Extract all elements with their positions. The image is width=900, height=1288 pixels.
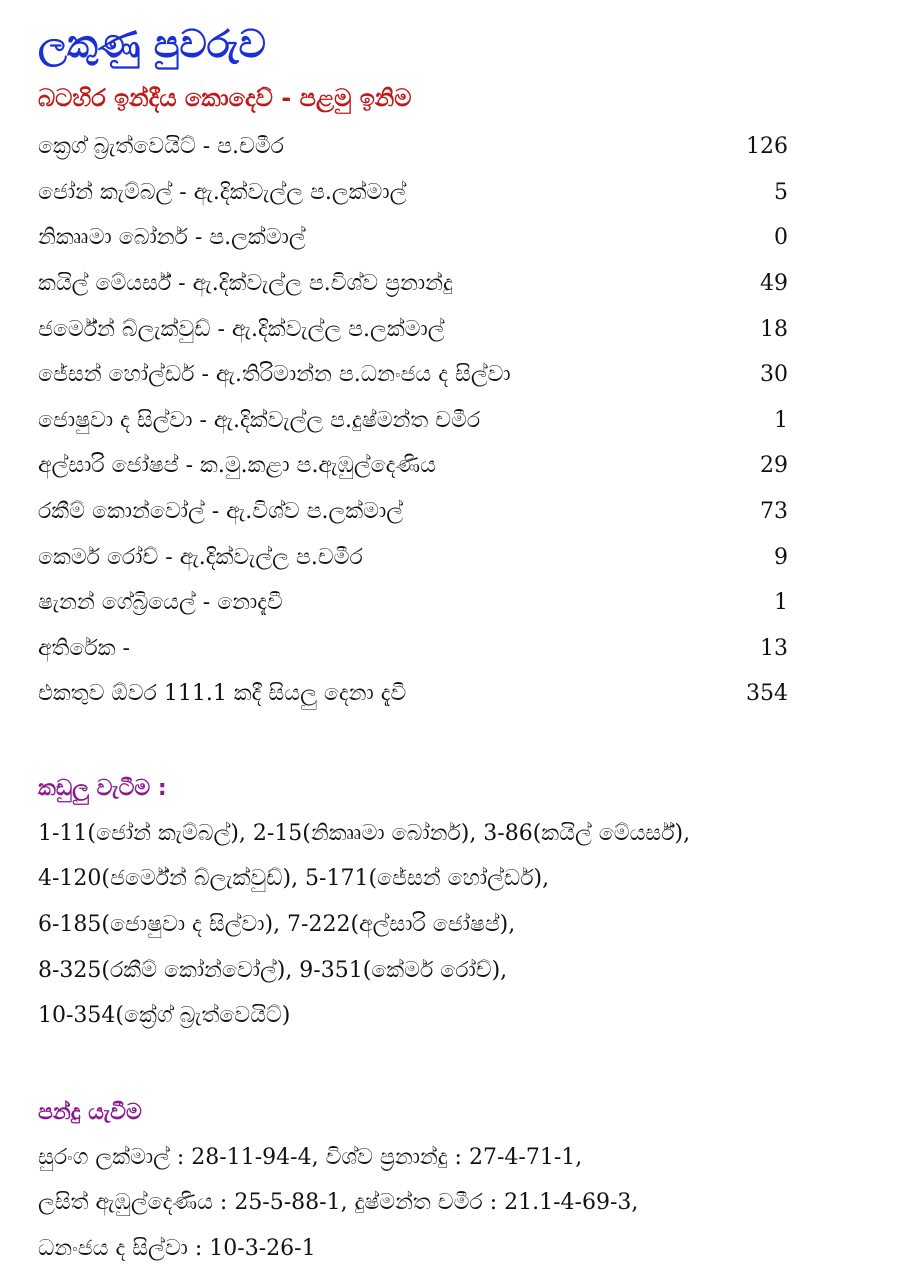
fall-of-wickets-heading: කඩුලු වැටීම : [38, 775, 167, 801]
batsman-dismissal: අල්සාරි ජෝෂප් - ක.මු.කළා ප.ඇඹුල්දෙණිය [38, 453, 436, 479]
fall-of-wickets-line: 1-11(ජෝන් කැම්බල්), 2-15(නිකෲමා බෝනර්), 3-86(කයිල් මේයර්ස්), [38, 820, 691, 846]
batsman-dismissal: ජෝන් කැම්බල් - ඇ.දික්වැල්ල ප.ලක්මාල් [38, 179, 407, 205]
batsman-dismissal: කෙමර් රෝච් - ඇ.දික්වැල්ල ප.චමීර [38, 544, 363, 570]
batsman-runs: 9 [774, 544, 788, 570]
batting-row [38, 170, 788, 216]
innings-title: බටහිර ඉන්දීය කොදෙව් - පළමු ඉනිම [38, 84, 412, 112]
batsman-dismissal: නිකෲමා බෝනර් - ප.ලක්මාල් [38, 225, 306, 251]
page-title: ලකුණු පුවරුව [38, 22, 266, 66]
batting-row [38, 352, 788, 398]
bowling-line: ලසිත් ඇඹුල්දෙණිය : 25-5-88-1, දුෂ්මන්ත චමීර : 21.1-4-69-3, [38, 1190, 639, 1216]
batsman-dismissal: කයිල් මේයර්ස් - ඇ.දික්වැල්ල ප.විශ්ව ප්‍රනාන්දු [38, 271, 453, 297]
batsman-dismissal: ෂැනන් ගේබ්‍රියෙල් - නොදැවී [38, 590, 283, 616]
batsman-runs: 0 [774, 225, 788, 251]
batting-row [38, 443, 788, 489]
extras-runs: 13 [760, 635, 788, 661]
batsman-runs: 1 [774, 407, 788, 433]
fall-of-wickets-line: 8-325(රකීම් කෝන්වෝල්), 9-351(කේමර් රෝච්), [38, 957, 508, 983]
batting-row [38, 534, 788, 580]
fall-of-wickets-line: 10-354(ක්‍රේග් බ්‍රැත්වෙයිට්) [38, 1003, 291, 1029]
batting-row [38, 124, 788, 170]
batsman-runs: 73 [760, 499, 788, 525]
batsman-dismissal: ක්‍රෙග් බ්‍රැත්වෙයිට් - ප.චමීර [38, 134, 284, 160]
batting-row [38, 215, 788, 261]
batsman-runs: 126 [746, 134, 788, 160]
bowling-heading: පන්දු යැවීම [38, 1099, 142, 1125]
batsman-dismissal: ජර්මේන් බ්ලැක්වුඩ් - ඇ.දික්වැල්ල ප.ලක්මාල් [38, 316, 445, 342]
batting-scorecard [38, 124, 788, 717]
total-label: එකතුව ඕවර 111.1 කදී සියලු දෙනා දැවී [38, 681, 407, 707]
batsman-dismissal: ජේසන් හෝල්ඩර් - ඇ.තිරිමාන්න ප.ධනංජය ද සිල්වා [38, 362, 511, 388]
batsman-runs: 5 [774, 179, 788, 205]
extras-label: අතිරේක - [38, 635, 130, 661]
batsman-dismissal: ජොෂුවා ද සිල්වා - ඇ.දික්වැල්ල ප.දුෂ්මන්ත චමීර [38, 407, 481, 433]
batting-row [38, 489, 788, 535]
total-runs: 354 [746, 681, 788, 707]
batting-row [38, 306, 788, 352]
batsman-runs: 18 [760, 316, 788, 342]
bowling-line: සුරංග ලක්මාල් : 28-11-94-4, විශ්ව ප්‍රනාන්දු : 27-4-71-1, [38, 1144, 583, 1170]
batsman-runs: 1 [774, 590, 788, 616]
batting-row [38, 580, 788, 626]
bowling-figures [38, 1135, 888, 1272]
fall-of-wickets-line: 6-185(ජොෂුවා ද සිල්වා), 7-222(අල්සාරි ජෝෂප්), [38, 911, 516, 937]
batting-row [38, 398, 788, 444]
extras-row [38, 626, 788, 672]
batting-row [38, 261, 788, 307]
batsman-runs: 29 [760, 453, 788, 479]
batsman-runs: 30 [760, 362, 788, 388]
batsman-runs: 49 [760, 271, 788, 297]
scorecard-page [38, 14, 888, 1271]
fall-of-wickets-list [38, 811, 888, 1039]
total-row [38, 671, 788, 717]
bowling-line: ධනංජය ද සිල්වා : 10-3-26-1 [38, 1235, 316, 1261]
fall-of-wickets-line: 4-120(ජර්මේන් බ්ලැක්වුඩ්), 5-171(ජේසන් හෝල්ඩර්), [38, 866, 550, 892]
batsman-dismissal: රකීම් කොන්වෝල් - ඇ.විශ්ව ප.ලක්මාල් [38, 499, 403, 525]
